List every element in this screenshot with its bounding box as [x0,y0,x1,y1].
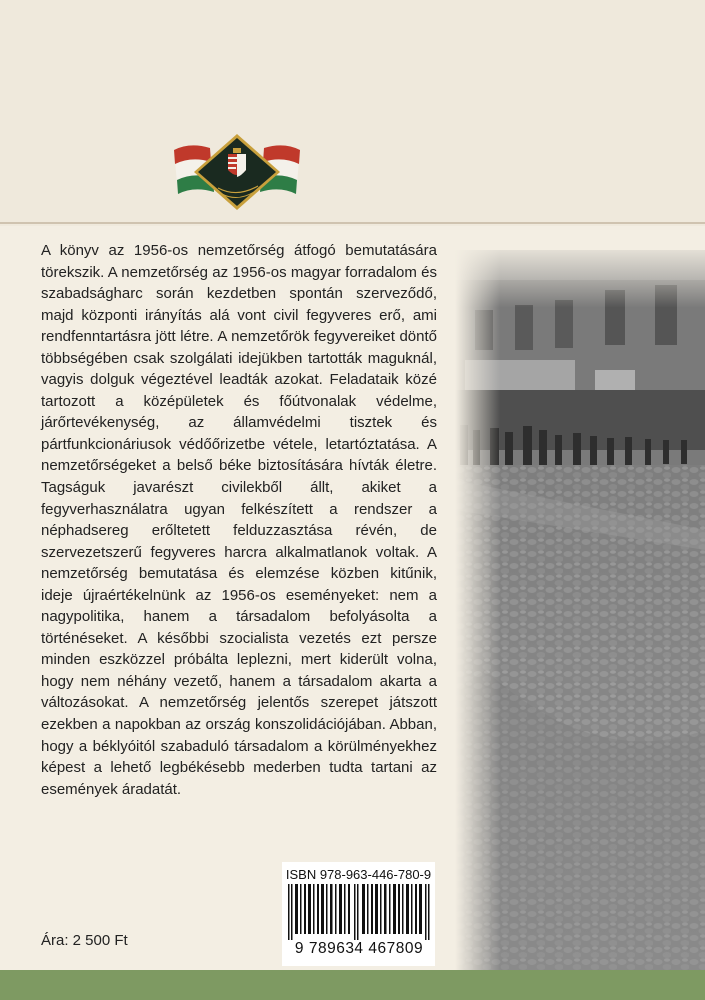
bottom-band [0,970,705,1000]
price-label: Ára: 2 500 Ft [41,932,128,949]
back-cover-blurb: A könyv az 1956-os nemzetőrség átfogó bemutatására törekszik. A nemzetőrség az 1956-os magyar forradalom és szabadságharc során kezdetben spontán szerveződő, majd központi irányítás alá vont civil fegyveres erő, ami rendfenntartásra jött létre. A nemzetőrök fegyvereiket döntő többségében csak szolgálati idejükben tartották maguknál, vagyis dolguk végeztével leadták azokat. Feladataik közé tartozott a középületek és főútvonalak védelme, járőrtevékenység, az államvédelmi tisztek és pártfunkcionáriusok védőőrizetbe vétele, letartóztatása. A nemzetőrségeket a belső béke biztosítására hívták életre. Tagságuk javarészt civilekből állt, akiket a fegyverhasználatra ugyan felkészített a rendszer a néphadsereg erőltetett felduzzasztása révén, de szervezetszerű fegyveres harcra alkalmatlanok voltak. A nemzetőrség bemutatása és elemzése közben kitűnik, ideje újraértékelnünk az 1956-os eseményeket: nem a nagypolitika, hanem a társadalom befolyásolta a történéseket. A későbbi szocialista vezetés ezt persze minden eszközzel próbálta leplezni, mert kiderült volna, hogy nem néhány vezető, hanem a társadalom akarta a változásokat. A nemzetőrség jelentős szerepet játszott ezekben a napokban az ország konszolidációjában. Abban, hogy a béklyóitól szabaduló társadalom a körülményekhez képest a lehető legbékésebb mederben tudta tartani az események áradatát. [41,242,437,798]
nemzetorseg-badge-icon [170,132,304,212]
barcode-digits: 9 789634 467809 [294,940,424,957]
street-scene-photo [455,250,705,970]
top-divider [0,222,705,224]
isbn-label: ISBN 978-963-446-780-9 [285,867,432,882]
top-band [0,0,705,226]
barcode-icon [286,884,432,940]
